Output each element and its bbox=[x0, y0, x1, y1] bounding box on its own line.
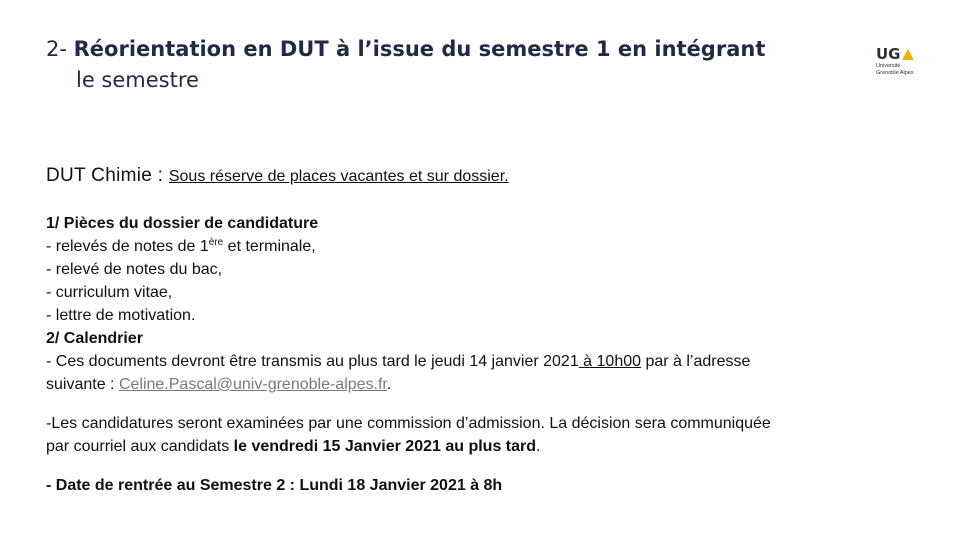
logo-letters: UG bbox=[876, 45, 901, 63]
program-condition: Sous réserve de places vacantes et sur dossier. bbox=[168, 168, 509, 185]
item1-text: - relevés de notes de 1 bbox=[46, 238, 209, 255]
program-heading bbox=[46, 165, 509, 187]
deadline-text-end: par à l’adresse bbox=[641, 353, 751, 370]
deadline-line bbox=[46, 350, 906, 373]
logo-triangle-icon bbox=[902, 49, 914, 60]
notice-line-2 bbox=[46, 435, 906, 458]
deadline-time: à 10h00 bbox=[578, 353, 642, 370]
notice-line-1: -Les candidatures seront examinées par une commission d’admission. La décision sera communiquée bbox=[46, 415, 771, 432]
section2-heading: 2/ Calendrier bbox=[46, 330, 143, 347]
address-end: . bbox=[386, 376, 392, 393]
logo-subtitle-2: Grenoble Alpes bbox=[876, 70, 914, 76]
notice-date: le vendredi 15 Janvier 2021 au plus tard bbox=[233, 438, 537, 455]
notice-end: . bbox=[536, 438, 541, 455]
address-label: suivante : bbox=[46, 376, 119, 393]
item1-superscript: ère bbox=[208, 237, 224, 248]
logo-mark bbox=[876, 46, 924, 62]
notice-text: par courriel aux candidats bbox=[46, 438, 234, 455]
address-line bbox=[46, 373, 906, 396]
logo-subtitle-1: Université bbox=[876, 63, 901, 69]
program-name: DUT Chimie : bbox=[46, 165, 169, 186]
rentree-date: - Date de rentrée au Semestre 2 : Lundi 18 Janvier 2021 à 8h bbox=[46, 477, 503, 494]
title-number: 2- bbox=[46, 37, 67, 61]
slide-title bbox=[46, 34, 806, 96]
list-item: - relevé de notes du bac, bbox=[46, 261, 223, 278]
title-line-1: Réorientation en DUT à l’issue du semestre 1 en intégrant bbox=[73, 37, 766, 61]
uga-logo bbox=[876, 46, 924, 76]
section1-heading: 1/ Pièces du dossier de candidature bbox=[46, 215, 319, 232]
list-item bbox=[46, 235, 906, 258]
slide-body bbox=[46, 212, 906, 497]
email-link[interactable]: Celine.Pascal@univ-grenoble-alpes.fr bbox=[118, 376, 387, 393]
list-item: - curriculum vitae, bbox=[46, 284, 173, 301]
deadline-text: - Ces documents devront être transmis au plus tard le jeudi 14 janvier 2021 bbox=[46, 353, 579, 370]
item1-text-end: et terminale, bbox=[223, 238, 316, 255]
list-item: - lettre de motivation. bbox=[46, 307, 196, 324]
title-line-2: le semestre bbox=[76, 68, 199, 92]
